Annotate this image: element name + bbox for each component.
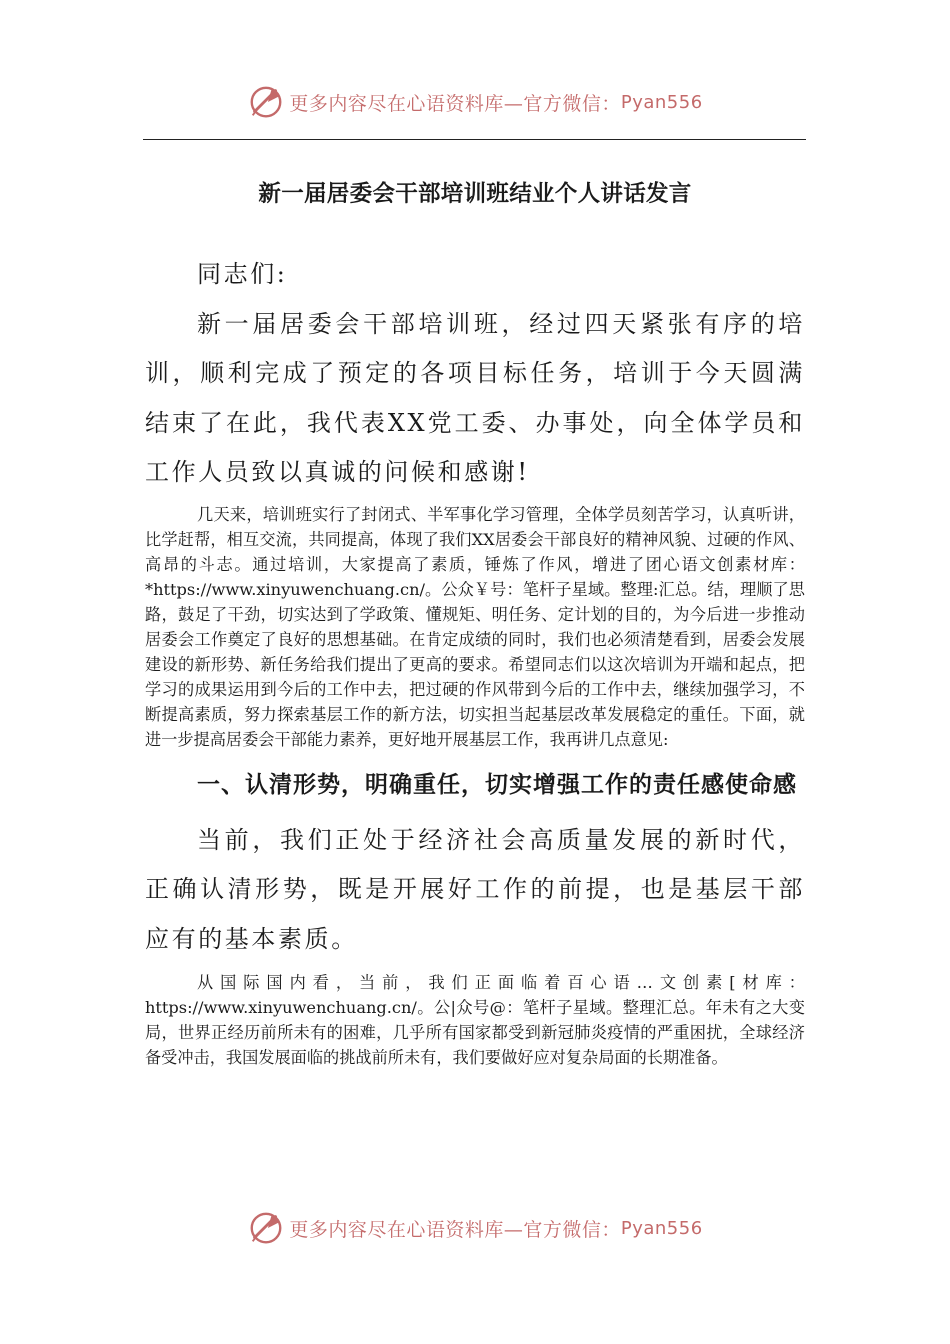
document-title: 新一届居委会干部培训班结业个人讲话发言: [258, 181, 692, 207]
pen-logo-icon: [247, 1209, 285, 1247]
footer-banner: [0, 1208, 950, 1248]
paragraph-1: 新一届居委会干部培训班，经过四天紧张有序的培训，顺利完成了预定的各项目标任务，培训于今天圆满结束了在此，我代表XX党工委、办事处，向全体学员和工作人员致以真诚的问候和感谢!: [145, 309, 805, 486]
section-1-heading: 一、认清形势，明确重任，切实增强工作的责任感使命感: [197, 771, 797, 798]
greeting: 同志们:: [197, 260, 288, 288]
footer-banner-text: 更多内容尽在心语资料库—官方微信：: [289, 1218, 621, 1241]
header-banner-id: Pyan556: [620, 91, 703, 113]
header-banner-text: 更多内容尽在心语资料库—官方微信：: [289, 92, 621, 115]
footer-banner-id: Pyan556: [620, 1217, 703, 1239]
pen-logo-icon: [247, 83, 285, 121]
paragraph-3: 当前，我们正处于经济社会高质量发展的新时代，正确认清形势，既是开展好工作的前提，也是基层干部应有的基本素质。: [145, 825, 805, 953]
paragraph-4: 从国际国内看，当前，我们正面临着百心语…文创素[材库：https://www.xinyuwenchuang.cn/。公|众号@：笔杆子星域。整理汇总。年未有之大变局，世界正经历前所未有的困难，几乎所有国家都受到新冠肺炎疫情的严重困扰，全球经济备受冲击，我国发展面临的挑战前所未有，我们要做好应对复杂局面的长期准备。: [145, 973, 805, 1067]
document-body: [145, 250, 805, 1070]
header-banner: [0, 82, 950, 122]
header-divider: [143, 139, 806, 140]
paragraph-2: 几天来，培训班实行了封闭式、半军事化学习管理，全体学员刻苦学习，认真听讲，比学赶帮，相互交流，共同提高，体现了我们XX居委会干部良好的精神风貌、过硬的作风、高昂的斗志。通过培训，大家提高了素质，锤炼了作风，增进了团心语文创素材库：*https://www.xinyuwenchuang.cn/。公众￥号：笔杆子星域。整理:汇总。结，理顺了思路，鼓足了干劲，切实达到了学政策、懂规矩、明任务、定计划的目的，为今后进一步推动居委会工作奠定了良好的思想基础。在肯定成绩的同时，我们也必须清楚看到，居委会发展建设的新形势、新任务给我们提出了更高的要求。希望同志们以这次培训为开端和起点，把学习的成果运用到今后的工作中去，把过硬的作风带到今后的工作中去，继续加强学习，不断提高素质，努力探索基层工作的新方法，切实担当起基层改革发展稳定的重任。下面，就进一步提高居委会干部能力素养，更好地开展基层工作，我再讲几点意见:: [145, 504, 805, 749]
